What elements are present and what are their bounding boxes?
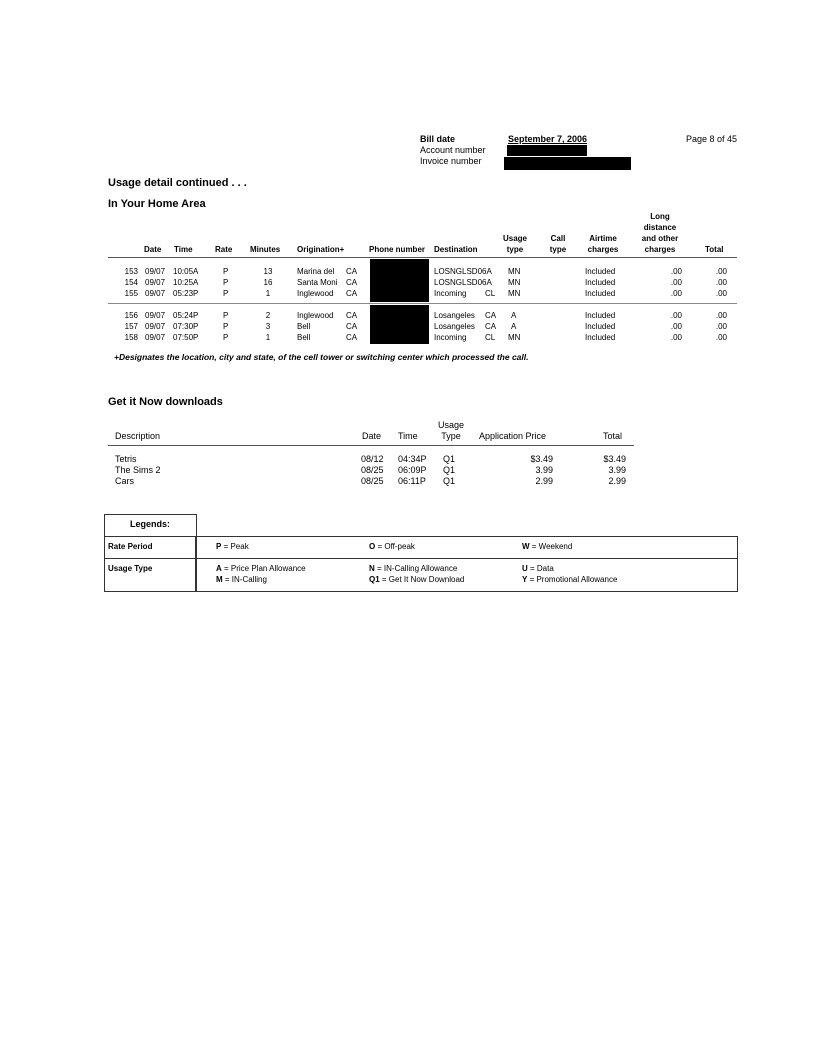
col-usage-type-2: type xyxy=(506,245,524,254)
col-total: Total xyxy=(705,245,724,254)
dl-col-total: Total xyxy=(603,431,623,441)
page-number: Page 8 of 45 xyxy=(686,134,738,144)
col-ld-2: distance xyxy=(643,223,677,232)
col-destination: Destination xyxy=(434,245,478,254)
legend-in-calling: M = IN-Calling xyxy=(216,575,267,584)
legend-weekend: W = Weekend xyxy=(522,542,573,551)
col-minutes: Minutes xyxy=(250,245,281,254)
col-date: Date xyxy=(144,245,162,254)
legends-title: Legends: xyxy=(129,519,170,529)
dl-col-description: Description xyxy=(115,431,161,441)
phone-number-redaction xyxy=(370,305,429,344)
dl-col-usage-2: Type xyxy=(441,431,461,441)
legend-off-peak: O = Off-peak xyxy=(369,542,415,551)
downloads-title: Get it Now downloads xyxy=(108,396,223,408)
dl-col-time: Time xyxy=(398,431,418,441)
legend-usage-type-label: Usage Type xyxy=(108,564,153,573)
col-rate: Rate xyxy=(215,245,233,254)
downloads-header-rule xyxy=(108,445,634,446)
legend-in-calling-allowance: N = IN-Calling Allowance xyxy=(369,564,458,573)
usage-header-rule xyxy=(108,257,737,258)
col-ld-4: charges xyxy=(644,245,676,254)
dl-col-usage-1: Usage xyxy=(437,420,464,430)
col-origination: Origination+ xyxy=(297,245,345,254)
col-usage-type-1: Usage xyxy=(502,234,527,243)
col-phone-number: Phone number xyxy=(369,245,426,254)
legend-rate-period-label: Rate Period xyxy=(108,542,153,551)
invoice-number-redaction xyxy=(504,157,631,170)
legend-data: U = Data xyxy=(522,564,554,573)
usage-section-title: Usage detail continued . . . xyxy=(108,177,247,189)
usage-group-rule xyxy=(108,303,737,304)
bill-date-value: September 7, 2006 xyxy=(508,134,588,144)
bill-date-label: Bill date xyxy=(420,134,456,144)
dl-col-price: Application Price xyxy=(479,431,547,441)
col-ld-1: Long xyxy=(650,212,670,221)
dl-col-date: Date xyxy=(362,431,382,441)
col-ld-3: and other xyxy=(641,234,679,243)
col-call-type-1: Call xyxy=(550,234,566,243)
legend-price-plan-allowance: A = Price Plan Allowance xyxy=(216,564,306,573)
col-airtime-1: Airtime xyxy=(589,234,617,243)
legend-peak: P = Peak xyxy=(216,542,249,551)
legend-get-it-now-download: Q1 = Get It Now Download xyxy=(369,575,465,584)
account-number-redaction xyxy=(507,145,587,156)
usage-footnote: +Designates the location, city and state, of the cell tower or switching center which processed the call. xyxy=(114,352,529,362)
col-call-type-2: type xyxy=(549,245,567,254)
invoice-number-label: Invoice number xyxy=(420,156,482,166)
col-airtime-2: charges xyxy=(587,245,619,254)
phone-number-redaction xyxy=(370,259,429,302)
home-area-subtitle: In Your Home Area xyxy=(108,198,206,210)
col-time: Time xyxy=(174,245,193,254)
account-number-label: Account number xyxy=(420,145,486,155)
legend-promotional-allowance: Y = Promotional Allowance xyxy=(522,575,618,584)
